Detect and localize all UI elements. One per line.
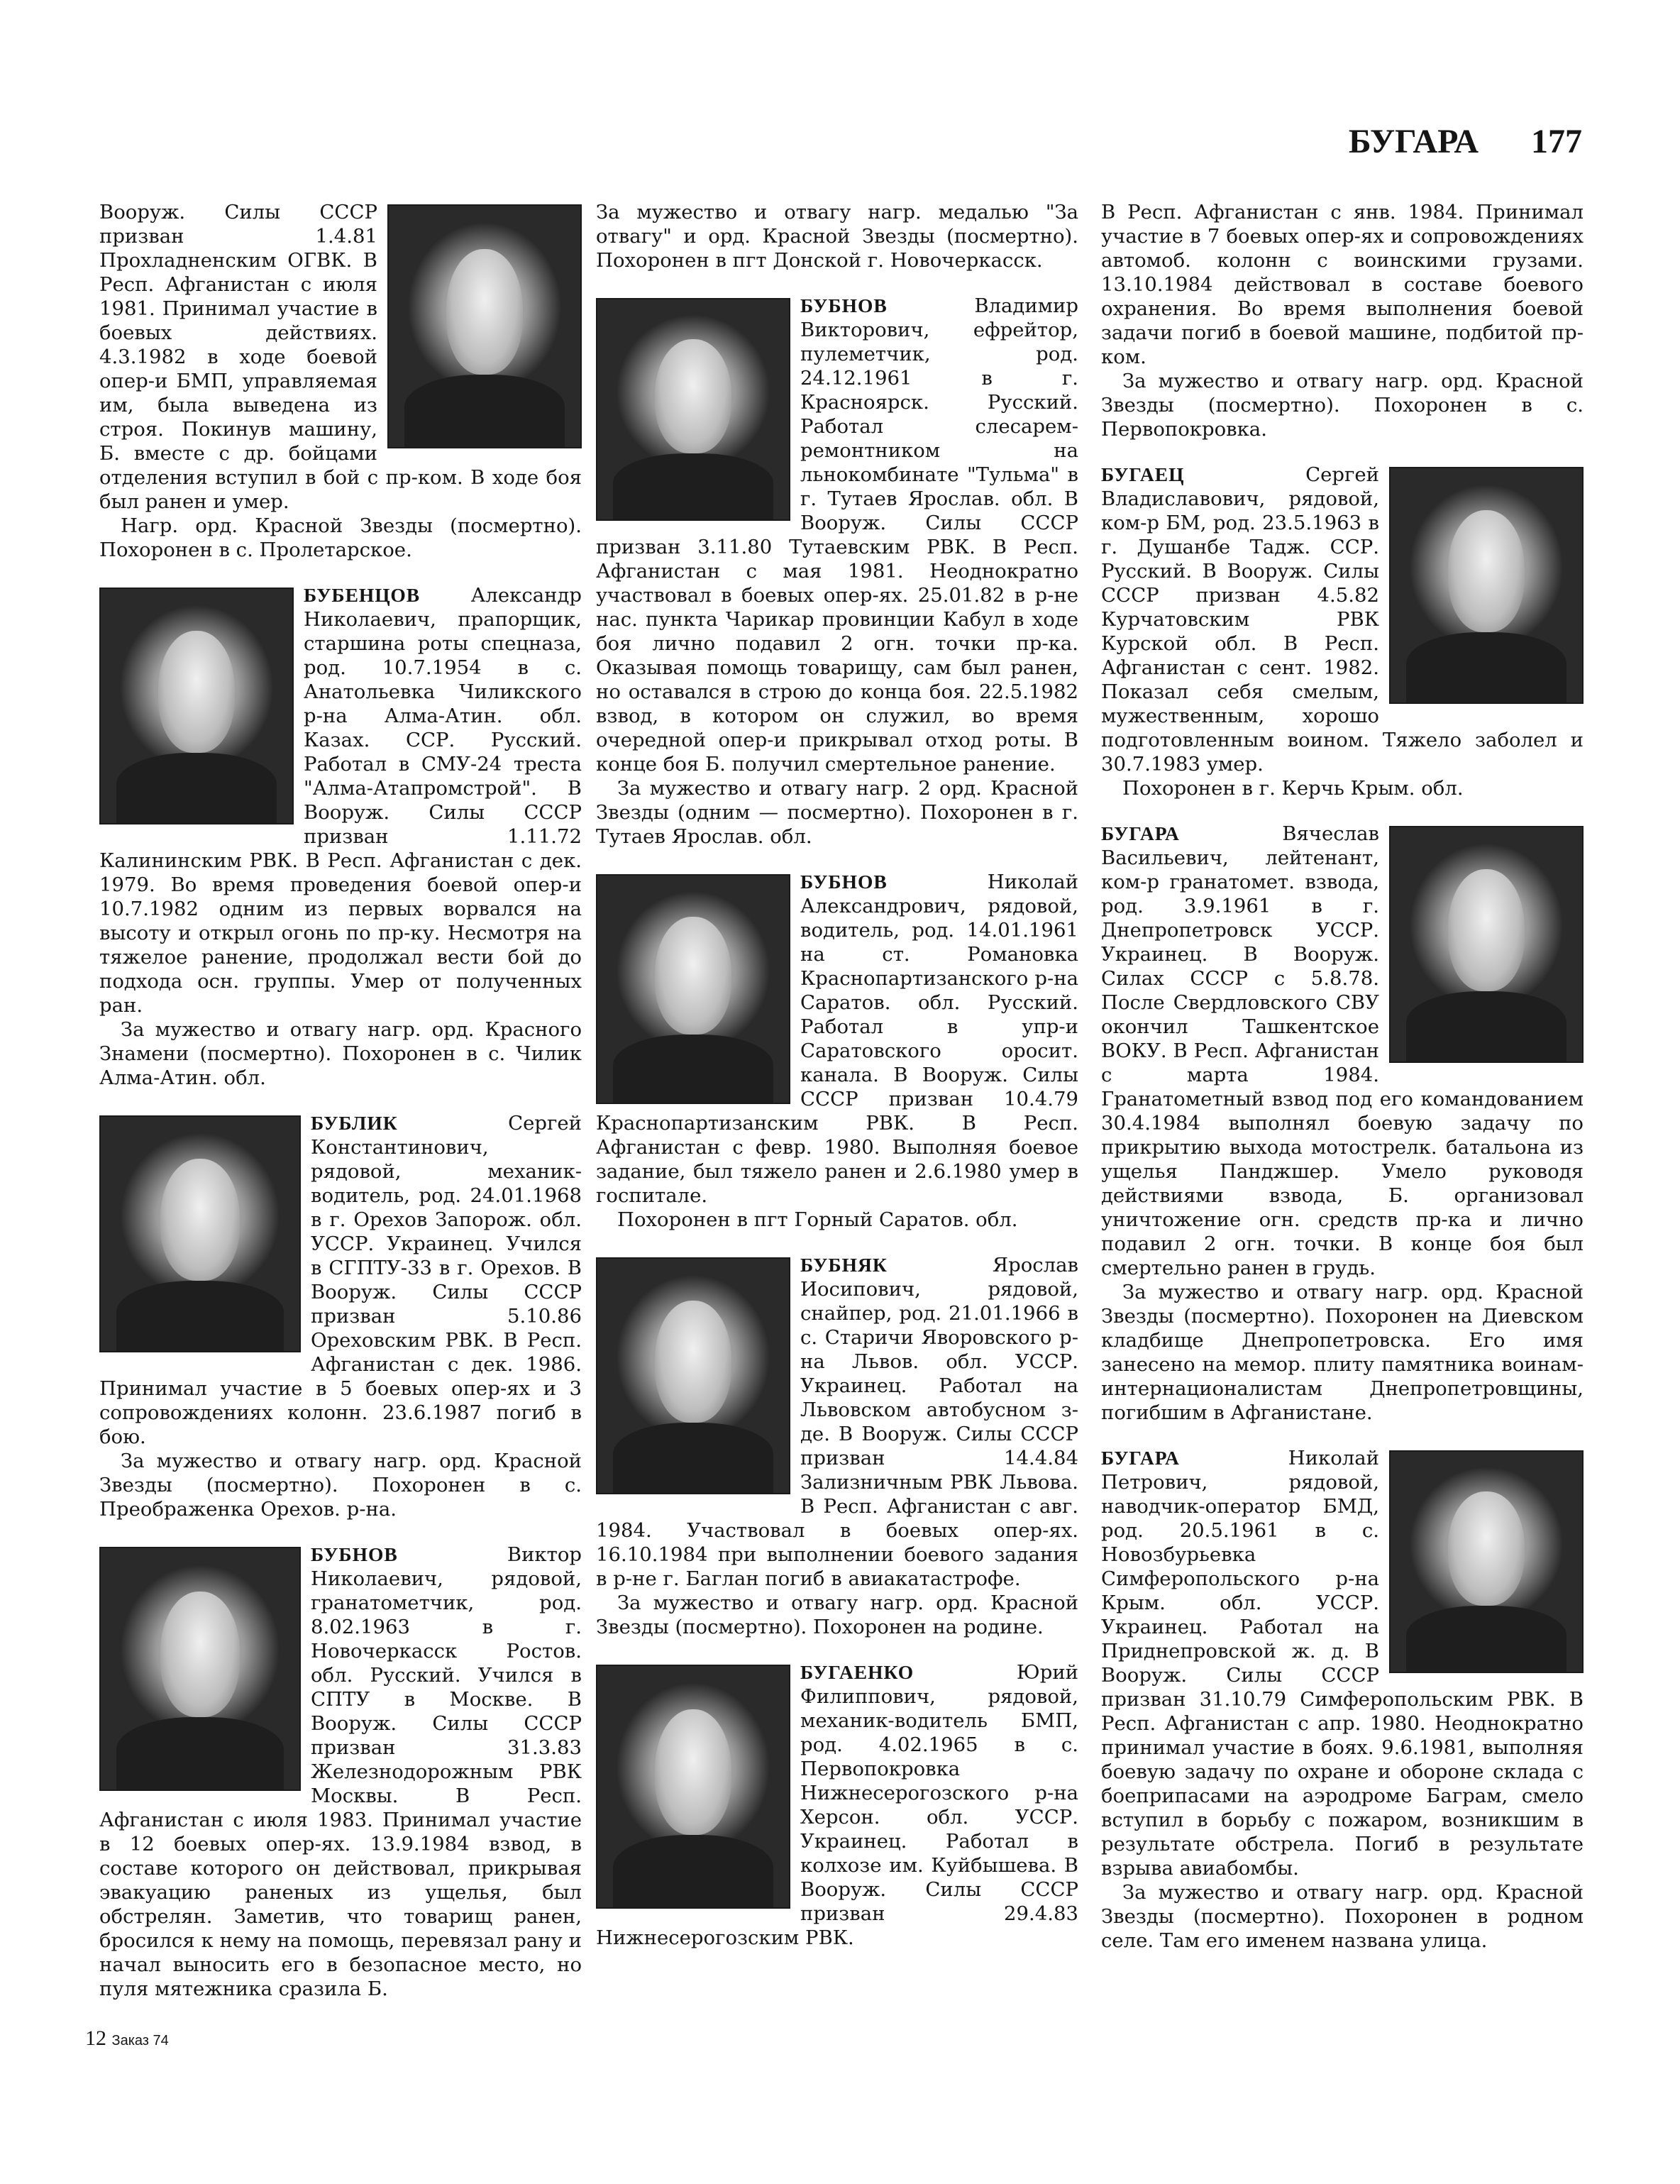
entry-award: За мужество и отвагу нагр. орд. Красного Знамени (посмертно). Похоронен в с. Чилик Алма-Атин. обл.	[99, 1018, 582, 1089]
entry-award: За мужество и отвагу нагр. орд. Красной Звезды (посмертно). Похоронен на родине.	[596, 1592, 1078, 1638]
entry-continued	[99, 200, 582, 562]
entry-text: Владимир Викторович, ефрейтор, пулеметчик, род. 24.12.1961 в г. Красноярск. Русский. Работал слесарем-ремонтником на льнокомбинате "Тульма" в г. Тутаев Ярослав. обл. В Вооруж. Силы СССР призван 3.11.80 Тутаевским РВК. В Респ. Афганистан с мая 1981. Неоднократно участвовал в боевых опер-ях. 25.01.82 в р-не нас. пункта Чарикар провинции Кабул в ходе боя лично подавил 2 огн. точки пр-ка. Оказывая помощь товарищу, сам был ранен, но оставался в строю до конца боя. 22.5.1982 взвод, в котором он служил, во время очередной опер-и прикрывал отход роты. В конце боя Б. получил смертельное ранение.	[596, 294, 1078, 776]
entry-surname: БУБНОВ	[800, 871, 888, 893]
entry-bubnov-vladimir	[596, 294, 1078, 849]
entry-text: Вооруж. Силы СССР призван 1.4.81 Прохладненским ОГВК. В Респ. Афганистан с июля 1981. Принимал участие в боевых действиях. 4.3.1982 в ходе боевой опер-и БМП, управляемая им, была выведена из строя. Покинув машину, Б. вместе с др. бойцами отделения вступил в бой с пр-ком. В ходе боя был ранен и умер.	[99, 201, 582, 513]
page-number: 177	[1531, 123, 1582, 160]
portrait-photo	[1389, 826, 1584, 1063]
entry-text: Виктор Николаевич, рядовой, гранатометчик, род. 8.02.1963 в г. Новочеркасск Ростов. обл. Русский. Учился в СПТУ в Москве. В Вооруж. Силы СССР призван 31.3.83 Железнодорожным РВК Москвы. В Респ. Афганистан с июля 1983. Принимал участие в 12 боевых опер-ях. 13.9.1984 взвод, в составе которого он действовал, прикрывая эвакуацию раненых из ущелья, был обстрелян. Заметив, что товарищ ранен, бросился к нему на помощь, перевязал рану и начал выносить его в безопасное место, но пуля мятежника сразила Б.	[99, 1543, 582, 2000]
entry-bubnov-nikolay	[596, 870, 1078, 1232]
entry-award: Похоронен в пгт Горный Саратов. обл.	[617, 1208, 1018, 1231]
entry-surname: БУБЕНЦОВ	[304, 584, 421, 606]
entry-award: За мужество и отвагу нагр. 2 орд. Красной Звезды (одним — посмертно). Похоронен в г. Тутаев Ярослав. обл.	[596, 777, 1078, 848]
entry-text: Юрий Филиппович, рядовой, механик-водитель БМП, род. 4.02.1965 в с. Первопокровка Нижнесерогозского р-на Херсон. обл. УССР. Украинец. Работал в колхозе им. Куйбышева. В Вооруж. Силы СССР призван 29.4.83 Нижнесерогозским РВК.	[596, 1661, 1078, 1949]
entry-bubnov-viktor	[99, 1543, 582, 2001]
portrait-photo	[596, 298, 790, 521]
entry-text: Сергей Владиславович, рядовой, ком-р БМ, род. 23.5.1963 в г. Душанбе Тадж. ССР. Русский. В Вооруж. Силы СССР призван 4.5.82 Курчатовским РВК Курской обл. В Респ. Афганистан с сент. 1982. Показал себя смелым, мужественным, хорошо подготовленным воином. Тяжело заболел и 30.7.1983 умер.	[1101, 463, 1584, 776]
portrait-photo	[99, 1115, 301, 1352]
portrait-photo	[99, 588, 294, 824]
entry-text: Александр Николаевич, прапорщик, старшина роты спецназа, род. 10.7.1954 в с. Анатольевка Чиликского р-на Алма-Атин. обл. Казах. ССР. Русский. Работал в СМУ-24 треста "Алма-Атапромстрой". В Вооруж. Силы СССР призван 1.11.72 Калининским РВК. В Респ. Афганистан с дек. 1979. Во время проведения боевой опер-и 10.7.1982 одним из первых ворвался на высоту и открыл огонь по пр-ку. Несмотря на тяжелое ранение, продолжал вести бой до подхода осн. группы. Умер от полученных ран.	[99, 584, 582, 1017]
entry-bubentsov	[99, 583, 582, 1090]
entry-surname: БУБЛИК	[311, 1112, 398, 1134]
entry-bugara-vyacheslav	[1101, 822, 1584, 1425]
portrait-photo	[387, 204, 582, 448]
entry-award: За мужество и отвагу нагр. орд. Красной Звезды (посмертно). Похоронен на Диевском кладбище Днепропетровска. Его имя занесено на мемор. плиту памятника воинам-интернационалистам Днепропетровщины, погибшим в Афганистане.	[1101, 1281, 1584, 1424]
entry-text: За мужество и отвагу нагр. медалью "За отвагу" и орд. Красной Звезды (посмертно). Похоронен в пгт Донской г. Новочеркасск.	[596, 201, 1078, 272]
entry-award: За мужество и отвагу нагр. орд. Красной Звезды (посмертно). Похоронен в с. Преображенка Орехов. р-на.	[99, 1450, 582, 1521]
print-signature	[85, 2026, 169, 2051]
portrait-photo	[596, 874, 790, 1104]
signature-number: 12	[85, 2026, 106, 2050]
entry-award: За мужество и отвагу нагр. орд. Красной Звезды (посмертно). Похоронен в с. Первопокровка.	[1101, 370, 1584, 441]
entry-text: Николай Александрович, рядовой, водитель, род. 14.01.1961 на ст. Романовка Краснопартизанского р-на Саратов. обл. Русский. Работал в упр-и Саратовского оросит. канала. В Вооруж. Силы СССР призван 10.4.79 Краснопартизанским РВК. В Респ. Афганистан с февр. 1980. Выполняя боевое задание, был тяжело ранен и 2.6.1980 умер в госпитале.	[596, 871, 1078, 1207]
entry-bubnyak	[596, 1253, 1078, 1639]
entry-text: Сергей Константинович, рядовой, механик-водитель, род. 24.01.1968 в г. Орехов Запорож. обл. УССР. Украинец. Учился в СГПТУ-33 в г. Орехов. В Вооруж. Силы СССР призван 5.10.86 Ореховским РВК. В Респ. Афганистан с дек. 1986. Принимал участие в 5 боевых опер-ях и 3 сопровождениях колонн. 23.6.1987 погиб в бою.	[99, 1112, 582, 1448]
entry-surname: БУГАЕНКО	[800, 1661, 914, 1683]
portrait-photo	[596, 1665, 790, 1909]
entry-bugaets	[1101, 463, 1584, 800]
entry-continued	[1101, 200, 1584, 441]
entry-surname: БУГАЕЦ	[1101, 463, 1185, 485]
entry-text: Николай Петрович, рядовой, наводчик-оператор БМД, род. 20.5.1961 в с. Новозбурьевка Симферопольского р-на Крым. обл. УССР. Украинец. Работал на Приднепровской ж. д. В Вооруж. Силы СССР призван 31.10.79 Симферопольским РВК. В Респ. Афганистан с апр. 1980. Неоднократно принимал участие в боях. 9.6.1981, выполняя боевую задачу по охране и обороне склада с боеприпасами на аэродроме Баграм, смело вступил в борьбу с пожаром, возникшим в результате обстрела. Погиб в результате взрыва авиабомбы.	[1101, 1447, 1584, 1880]
entry-surname: БУГАРА	[1101, 1447, 1180, 1469]
entry-award: Похоронен в г. Керчь Крым. обл.	[1122, 777, 1464, 800]
entry-text: Ярослав Иосипович, рядовой, снайпер, род. 21.01.1966 в с. Старичи Яворовского р-на Львов. обл. УССР. Украинец. Работал на Львовском автобусном з-де. В Вооруж. Силы СССР призван 14.4.84 Зализничным РВК Львова. В Респ. Афганистан с авг. 1984. Участвовал в боевых опер-ях. 16.10.1984 при выполнении боевого задания в р-не г. Баглан погиб в авиакатастрофе.	[596, 1254, 1078, 1590]
entry-text: В Респ. Афганистан с янв. 1984. Принимал участие в 7 боевых опер-ях и сопровождениях автомоб. колонн с воинскими грузами. 13.10.1984 действовал в составе боевого охранения. Во время выполнения боевой задачи погиб в боевой машине, подбитой пр-ком.	[1101, 201, 1584, 368]
signature-text: Заказ 74	[111, 2033, 169, 2048]
column-1	[99, 200, 582, 2022]
entry-award: Нагр. орд. Красной Звезды (посмертно). Похоронен в с. Пролетарское.	[99, 514, 582, 561]
entry-bugara-nikolay	[1101, 1446, 1584, 1953]
entry-surname: БУБНЯК	[800, 1254, 888, 1276]
portrait-photo	[99, 1547, 301, 1791]
entry-surname: БУБНОВ	[311, 1543, 398, 1565]
portrait-photo	[596, 1257, 790, 1494]
entry-award: За мужество и отвагу нагр. орд. Красной Звезды (посмертно). Похоронен в родном селе. Там его именем названа улица.	[1101, 1881, 1584, 1952]
entry-surname: БУБНОВ	[800, 294, 888, 316]
portrait-photo	[1389, 1450, 1584, 1673]
entry-bugaenko	[596, 1660, 1078, 1950]
column-3	[1101, 200, 1584, 1974]
entry-surname: БУГАРА	[1101, 822, 1180, 844]
entry-bublik	[99, 1111, 582, 1521]
entry-text: Вячеслав Васильевич, лейтенант, ком-р гранатомет. взвода, род. 3.9.1961 в г. Днепропетровск УССР. Украинец. В Вооруж. Силах СССР с 5.8.78. После Свердловского СВУ окончил Ташкентское ВОКУ. В Респ. Афганистан с марта 1984. Гранатометный взвод под его командованием 30.4.1984 выполнял боевую задачу по прикрытию выхода мотострелк. батальона из ущелья Панджшер. Умело руководя действиями взвода, Б. организовал уничтожение огн. средств пр-ка и лично подавил 2 огн. точки. В конце боя был смертельно ранен в грудь.	[1101, 822, 1584, 1279]
page-header	[1291, 122, 1582, 179]
entry-continued	[596, 200, 1078, 272]
running-head: БУГАРА	[1348, 123, 1479, 160]
portrait-photo	[1389, 467, 1584, 704]
column-2	[596, 200, 1078, 1971]
